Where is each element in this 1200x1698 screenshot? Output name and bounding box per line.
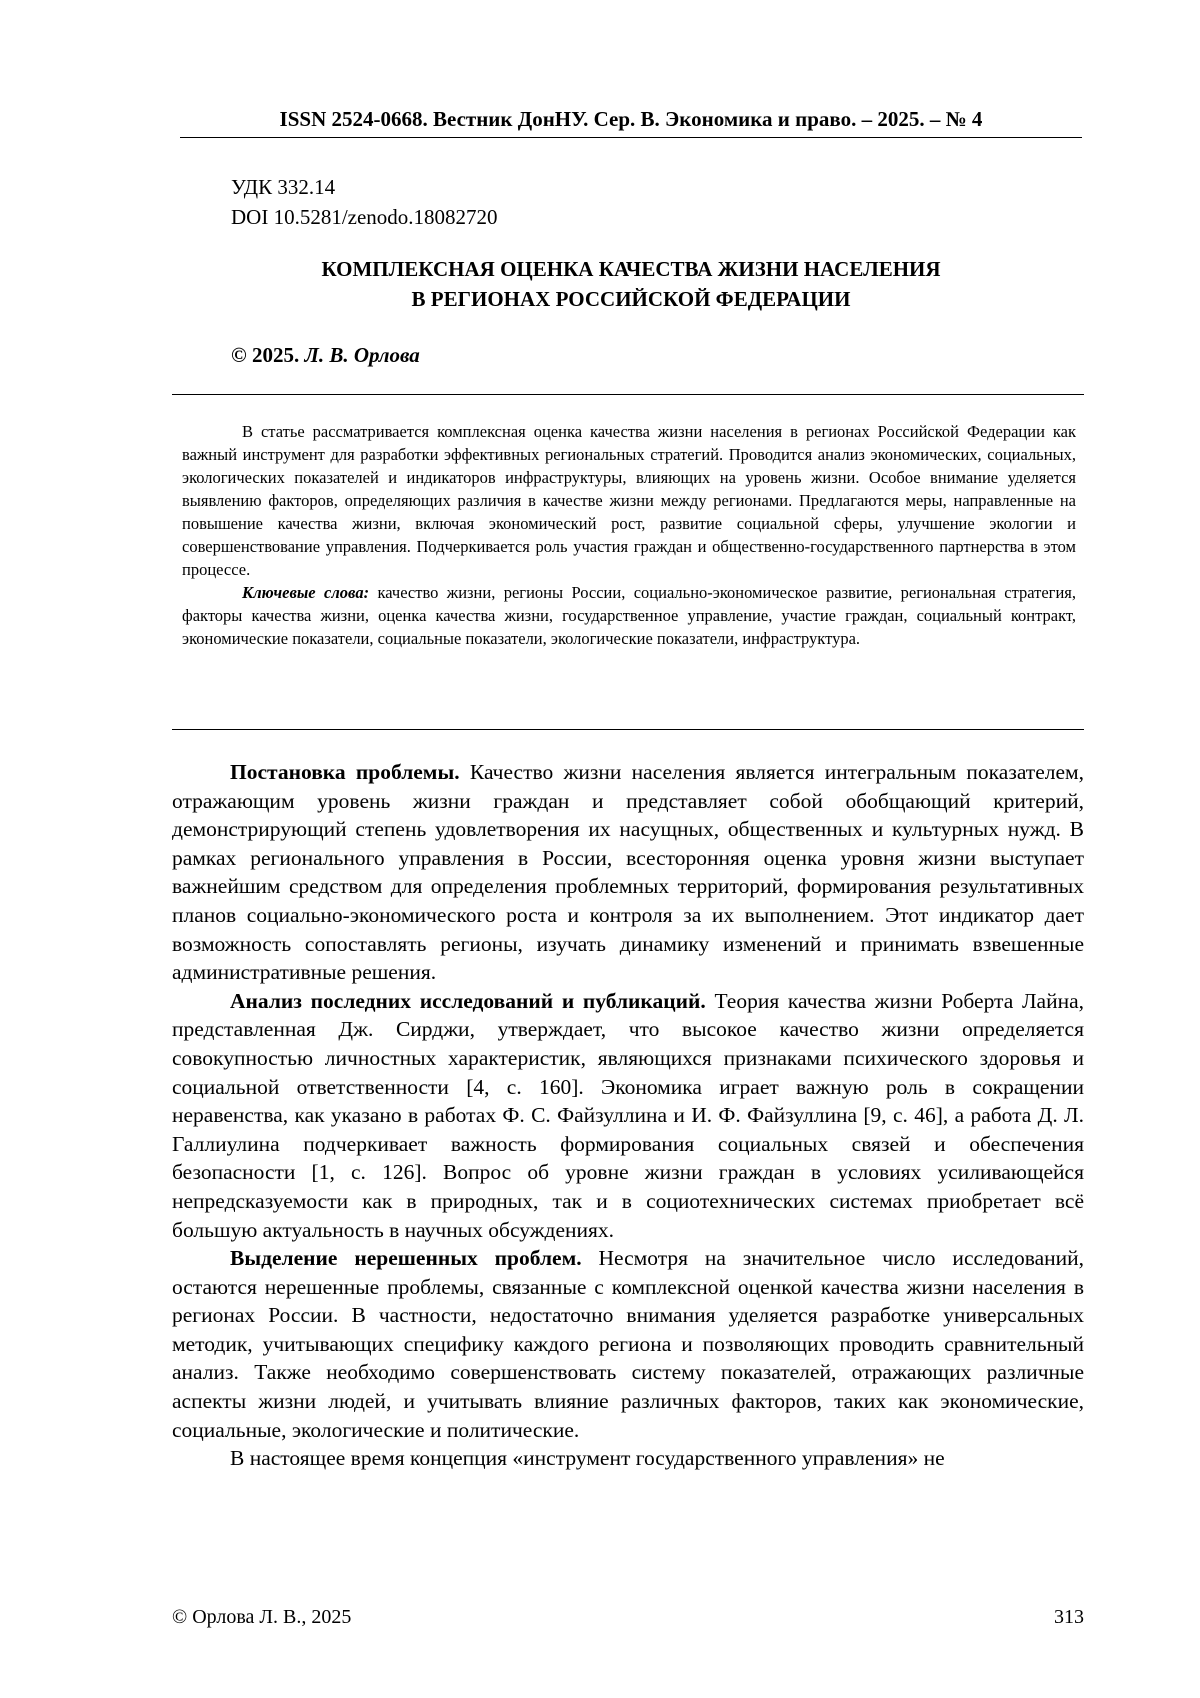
doi: DOI 10.5281/zenodo.18082720	[231, 205, 498, 229]
running-header: ISSN 2524-0668. Вестник ДонНУ. Сер. В. Экономика и право. – 2025. – № 4	[180, 106, 1082, 138]
body-paragraph-current	[172, 1444, 1084, 1473]
abstract-bottom-divider	[172, 729, 1084, 730]
page-number: 313	[1054, 1606, 1084, 1628]
paragraph-text: Несмотря на значительное число исследований, остаются нерешенные проблемы, связанные с комплексной оценкой качества жизни населения в регионах России. В частности, недостаточно внимания уделяется разработке универсальных методик, учитывающих специфику каждого региона и позволяющих проводить сравнительный анализ. Также необходимо совершенствовать систему показателей, отражающих различные аспекты жизни людей, и учитывать влияние различных факторов, таких как экономические, социальные, экологические и политические.	[172, 1246, 1085, 1442]
keywords-label: Ключевые слова:	[242, 583, 370, 602]
abstract-text: В статье рассматривается комплексная оценка качества жизни населения в регионах Российской Федерации как важный инструмент для разработки эффективных региональных стратегий. Проводится анализ экономических, социальных, экологических показателей и индикаторов инфраструктуры, влияющих на уровень жизни. Особое внимание уделяется выявлению факторов, определяющих различия в качестве жизни между регионами. Предлагаются меры, направленные на повышение качества жизни, включая экономический рост, развитие социальной сферы, улучшение экологии и совершенствование управления. Подчеркивается роль участия граждан и общественно-государственного партнерства в этом процессе.	[182, 422, 1076, 579]
author-line	[231, 340, 420, 370]
paragraph-text: Качество жизни населения является интегральным показателем, отражающим уровень жизни граждан и представляет собой обобщающий критерий, демонстрирующий степень удовлетворения их насущных, общественных и культурных нужд. В рамках регионального управления в России, всесторонняя оценка уровня жизни выступает важнейшим средством для определения проблемных территорий, формирования результативных планов социально-экономического роста и контроля за их выполнением. Этот индикатор дает возможность сопоставлять регионы, изучать динамику изменений и принимать взвешенные административные решения.	[172, 760, 1084, 985]
abstract	[182, 420, 1076, 650]
keywords	[182, 581, 1076, 650]
paragraph-lead: Анализ последних исследований и публикаций.	[230, 988, 706, 1013]
article-title	[180, 254, 1082, 314]
footer-copyright: © Орлова Л. В., 2025	[172, 1606, 352, 1628]
body-paragraph-analysis	[172, 987, 1084, 1244]
author-copyright: © 2025.	[231, 343, 300, 367]
keywords-list: качество жизни, регионы России, социально-экономическое развитие, региональная стратегия, факторы качества жизни, оценка качества жизни, государственное управление, участие граждан, социальный контракт, экономические показатели, социальные показатели, экологические показатели, инфраструктура.	[182, 583, 1076, 648]
title-line-1: КОМПЛЕКСНАЯ ОЦЕНКА КАЧЕСТВА ЖИЗНИ НАСЕЛЕНИЯ	[321, 257, 941, 281]
paragraph-lead: Выделение нерешенных проблем.	[230, 1246, 582, 1271]
body-paragraph-unsolved	[172, 1244, 1084, 1444]
body-paragraph-problem	[172, 758, 1084, 987]
paragraph-lead: Постановка проблемы.	[230, 760, 460, 784]
author-name: Л. В. Орлова	[304, 343, 420, 367]
paragraph-text: В настоящее время концепция «инструмент государственного управления» не	[230, 1446, 945, 1471]
title-line-2: В РЕГИОНАХ РОССИЙСКОЙ ФЕДЕРАЦИИ	[411, 287, 851, 311]
udc-code: УДК 332.14	[231, 175, 336, 199]
paragraph-text: Теория качества жизни Роберта Лайна, представленная Дж. Сирджи, утверждает, что высокое качество жизни определяется совокупностью личностных характеристик, являющихся признаками психического здоровья и социальной ответственности [4, с. 160]. Экономика играет важную роль в сокращении неравенства, как указано в работах Ф. С. Файзуллина и И. Ф. Файзуллина [9, с. 46], а работа Д. Л. Галлиулина подчеркивает важность формирования социальных связей и обеспечения безопасности [1, с. 126]. Вопрос об уровне жизни граждан в условиях усиливающейся непредсказуемости как в природных, так и в социотехнических системах приобретает всё большую актуальность в научных обсуждениях.	[172, 988, 1084, 1242]
abstract-top-divider	[172, 394, 1084, 395]
article-body	[172, 758, 1084, 1473]
article-meta	[231, 172, 498, 232]
